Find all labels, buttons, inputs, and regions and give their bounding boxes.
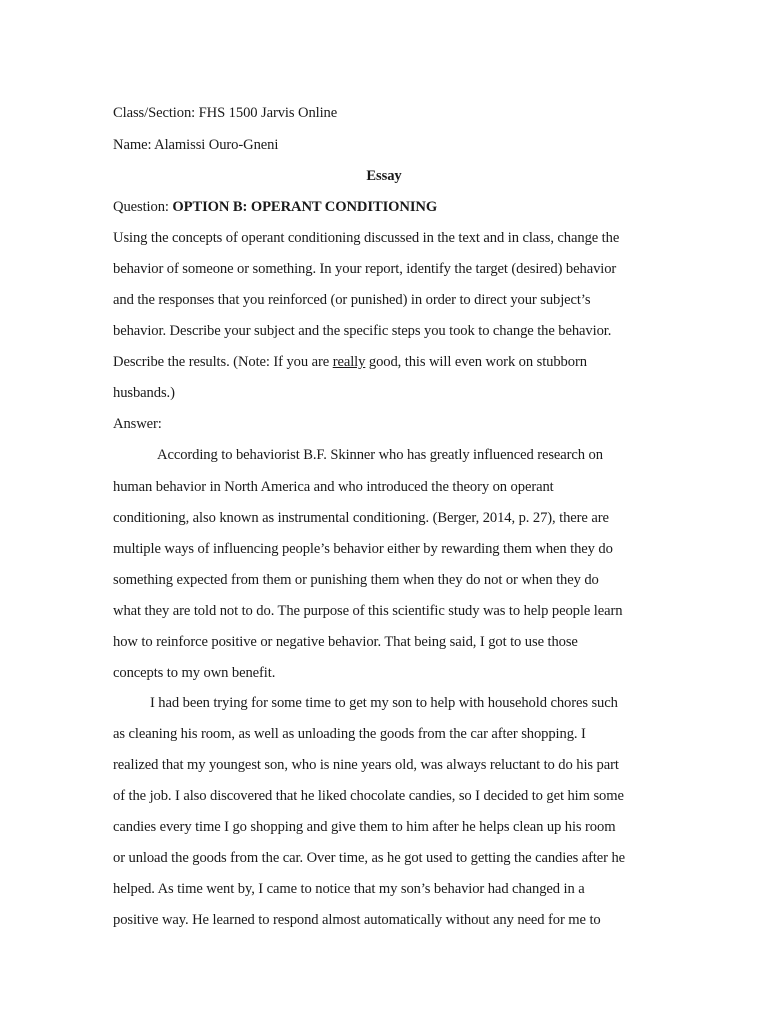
paragraph-line: of the job. I also discovered that he liked chocolate candies, so I decided to get him some	[113, 788, 624, 804]
paragraph-line: multiple ways of influencing people’s behavior either by rewarding them when they do	[113, 541, 613, 557]
question-line: Using the concepts of operant conditioning discussed in the text and in class, change the	[113, 230, 620, 246]
paragraph-line: how to reinforce positive or negative behavior. That being said, I got to use those	[113, 634, 578, 650]
paragraph-line: positive way. He learned to respond almost automatically without any need for me to	[113, 912, 601, 928]
question-emphasis: really	[332, 354, 366, 370]
paragraph-line: human behavior in North America and who introduced the theory on operant	[113, 479, 554, 495]
paragraph-line: helped. As time went by, I came to notice that my son’s behavior had changed in a	[113, 881, 585, 897]
essay-title: Essay	[366, 168, 402, 184]
question-line: behavior of someone or something. In your report, identify the target (desired) behavior	[113, 261, 617, 277]
question-line	[113, 353, 653, 371]
paragraph-line: According to behaviorist B.F. Skinner who has greatly influenced research on	[157, 447, 603, 463]
class-section-line: Class/Section: FHS 1500 Jarvis Online	[113, 105, 338, 121]
paragraph-line: candies every time I go shopping and give them to him after he helps clean up his room	[113, 819, 616, 835]
paragraph-line: something expected from them or punishing them when they do not or when they do	[113, 572, 599, 588]
paragraph-line: as cleaning his room, as well as unloading the goods from the car after shopping. I	[113, 726, 586, 742]
question-line: and the responses that you reinforced (or punished) in order to direct your subject’s	[113, 292, 591, 308]
paragraph-line: concepts to my own benefit.	[113, 665, 276, 681]
question-option: OPTION B: OPERANT CONDITIONING	[172, 199, 438, 215]
question-line: behavior. Describe your subject and the specific steps you took to change the behavior.	[113, 323, 612, 339]
question-line: husbands.)	[113, 385, 175, 401]
student-name-line: Name: Alamissi Ouro-Gneni	[113, 137, 279, 153]
question-line-text: good, this will even work on stubborn	[365, 354, 587, 370]
paragraph-line: conditioning, also known as instrumental conditioning. (Berger, 2014, p. 27), there are	[113, 510, 609, 526]
paragraph-line: what they are told not to do. The purpose of this scientific study was to help people learn	[113, 603, 623, 619]
answer-label: Answer:	[113, 416, 162, 432]
paragraph-line: or unload the goods from the car. Over time, as he got used to getting the candies after he	[113, 850, 626, 866]
paragraph-line: I had been trying for some time to get my son to help with household chores such	[150, 695, 618, 711]
paragraph-line: realized that my youngest son, who is nine years old, was always reluctant to do his part	[113, 757, 619, 773]
question-label: Question:	[113, 199, 173, 215]
question-line-text: Describe the results. (Note: If you are	[113, 354, 333, 370]
question-heading	[113, 198, 653, 216]
